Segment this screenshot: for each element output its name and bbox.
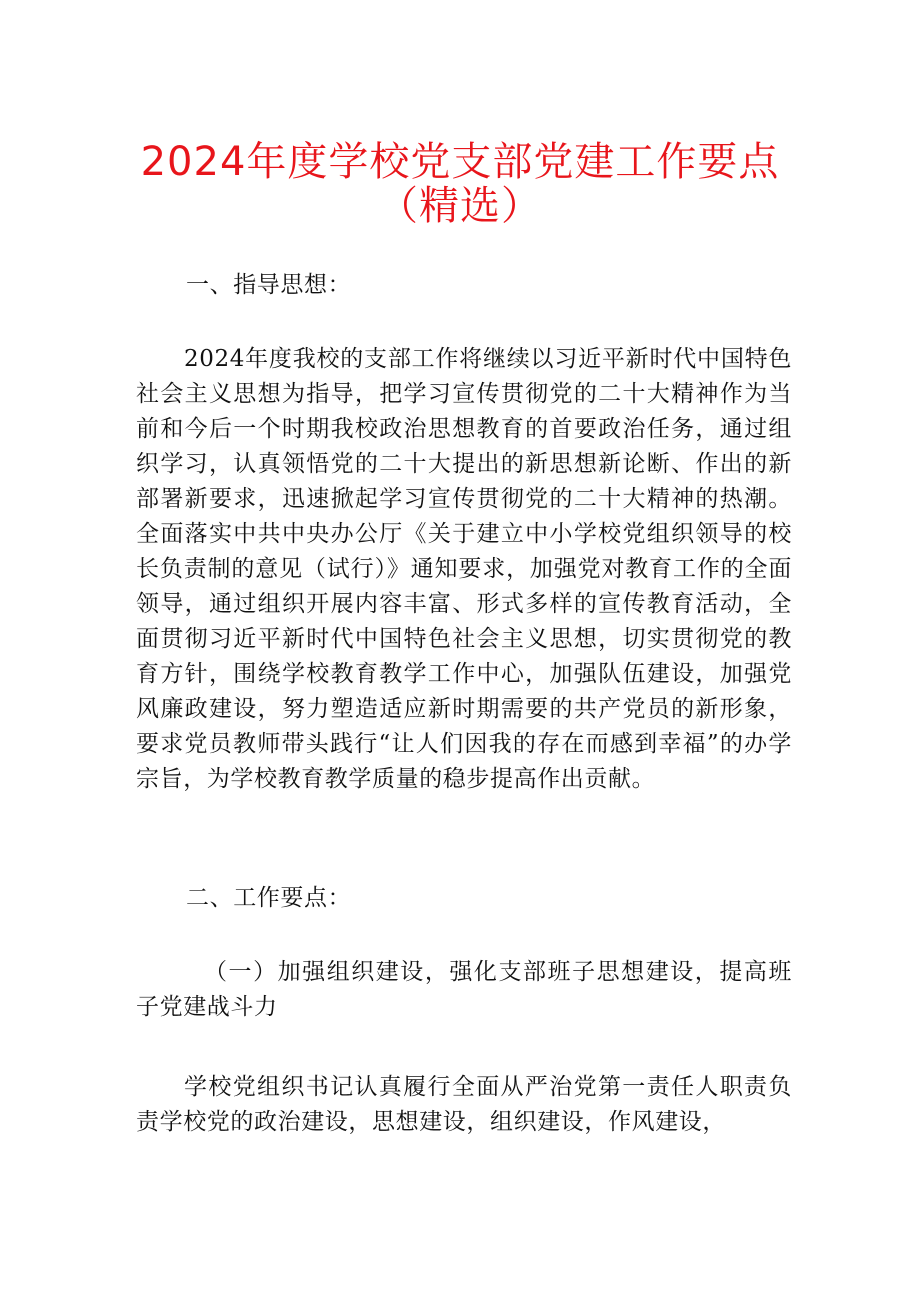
title-line-2: （精选） [378, 183, 542, 229]
title-line-1: 2024年度学校党支部党建工作要点 [140, 139, 780, 185]
subsection-1-heading: （一）加强组织建设，强化支部班子思想建设，提高班子党建战斗力 [136, 959, 792, 1020]
section-1-paragraph: 2024年度我校的支部工作将继续以习近平新时代中国特色社会主义思想为指导，把学习宣传贯彻党的二十大精神作为当前和今后一个时期我校政治思想教育的首要政治任务，通过组织学习，认真领悟党的二十大提出的新思想新论断、作出的新部署新要求，迅速掀起学习宣传贯彻党的二十大精神的热潮。全面落实中共中央办公厅《关于建立中小学校党组织领导的校长负责制的意见（试行）》通知要求，加强党对教育工作的全面领导，通过组织开展内容丰富、形式多样的宣传教育活动，全面贯彻习近平新时代中国特色社会主义思想，切实贯彻党的教育方针，围绕学校教育教学工作中心，加强队伍建设，加强党风廉政建设，努力塑造适应新时期需要的共产党员的新形象，要求党员教师带头践行“让人们因我的存在而感到幸福”的办学宗旨，为学校教育教学质量的稳步提高作出贡献。 [136, 346, 792, 792]
document-title [0, 140, 920, 228]
section-2-heading: 二、工作要点： [186, 885, 352, 911]
subsection-1-paragraph: 学校党组织书记认真履行全面从严治党第一责任人职责负责学校党的政治建设，思想建设，组织建设，作风建设， [136, 1074, 792, 1135]
section-1-heading: 一、指导思想： [186, 272, 352, 298]
